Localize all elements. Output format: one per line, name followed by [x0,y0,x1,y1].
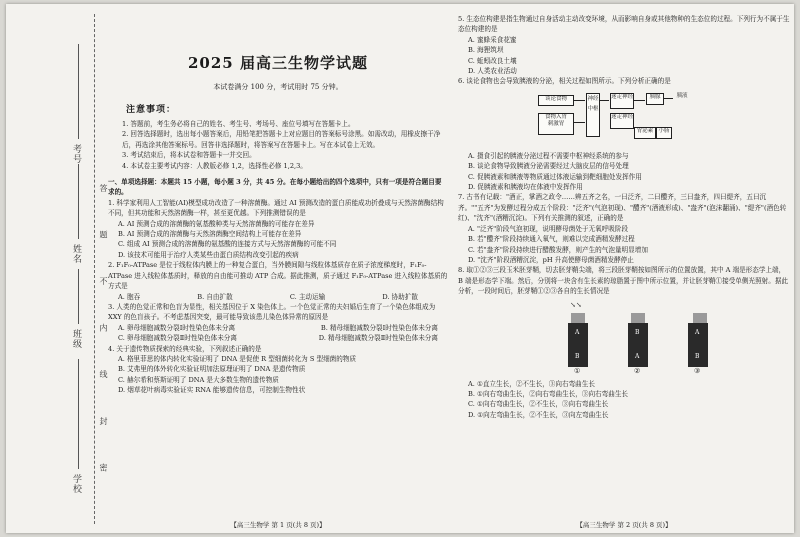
arrow-1 [573,100,585,101]
q8-stem: 8. 取①②③三段玉米胚芽鞘，切去胚芽鞘尖端，将三段胚芽鞘按如图所示的位置放置，其中 A 端是形态学上端，B 端是形态学下端。然后，分别将一块含有生长素的琼脂置于图中所示位置，并让胚芽鞘①接受单侧光照射。据此分析，一段时间后，胚芽鞘①②③各自的生长情况是 [458,266,789,296]
q4-stem: 4. 关于遗传物质探索的经典实验，下列叙述正确的是 [108,344,262,353]
coleoptile-1-label-b: B [575,352,580,360]
q8-option-c: C. ①向右弯曲生长，②不生长，③向右弯曲生长 [468,400,609,409]
q3-option-b: B. 精母细胞减数分裂Ⅰ时性染色体未分离 [320,323,438,332]
page-1-footer: 【高三生物学 第 1 页(共 8 页)】 [230,521,326,529]
box-food-stomach [538,113,574,135]
notice-4: 4. 本试卷主要考试内容：人教版必修 1,2，选择性必修 1,2,3。 [122,161,307,170]
q6-stem: 6. 谈论食物也会导致胰液的分泌，相关过程如图所示。下列分析正确的是 [458,77,671,86]
underline-xingming [78,164,79,239]
q2-option-c: C. 主动运输 [289,292,326,301]
binding-strip [6,4,108,533]
q1-option-a: A. AI 预测合成的溶菌酶的氨基酸种类与天然溶菌酶的可能存在差异 [118,219,315,228]
box-vagus-2: 迷走神经 [610,113,634,129]
coleoptile-3-label-b: B [695,352,700,360]
underline-kaohao [78,44,79,139]
q2-option-a: A. 胞吞 [118,292,141,301]
q4-option-d: D. 烟草花叶病毒实验证实 RNA 能够遗传信息，可控制生物性状 [118,386,306,395]
q7-option-d: D. "沈齐"阶段酒糟沉淀，pH 升高使酵母菌酒精发酵停止 [468,255,634,264]
q6-pathway-diagram [458,89,790,147]
q5-stem: 5. 生态位构建是指生物通过自身活动主动改变环境，从而影响自身或其他物种的生态位的过程。下列行为不属于生态位构建的是 [458,15,790,34]
q4-option-c: C. 赫尔希和蔡斯证明了 DNA 是大多数生物的遗传物质 [118,375,279,384]
page-2-footer: 【高三生物学 第 2 页(共 8 页)】 [576,521,672,529]
arrow-3 [599,100,609,101]
q6-option-d: D. 促胰液素和胰液均在体液中发挥作用 [468,183,583,192]
q6-option-b: B. 谈论食物导致胰液分泌需要经过大脑皮层的信号处理 [468,162,629,171]
arrow-4 [633,100,645,101]
page-1 [108,14,448,529]
q3-option-a: A. 卵母细胞减数分裂Ⅰ时性染色体未分离 [118,323,236,332]
exam-sheet [6,4,794,533]
q5-option-c: C. 蚯蚓改良土壤 [468,56,517,65]
box-food-stomach-line1: 食物入胃 [544,113,567,120]
q6-option-a: A. 摄食引起的胰液分泌过程不需要中枢神经系统的参与 [468,151,629,160]
q7-option-a: A. "泛齐"阶段气泡初现，说明酵母菌处于无氧呼吸阶段 [468,224,629,233]
label-xingming: 姓名 [71,244,81,264]
q2-option-d: D. 协助扩散 [382,292,418,301]
q1-stem: 1. 科学家利用人工智能(AI)模型成功改造了一种溶菌酶。通过 AI 预测改造的蛋白质能成功折叠成与天然溶菌酶结构不同，但其功能和天然溶菌酶一样，甚至更优越。下列推测错误的是 [108,198,444,218]
q8-coleoptile-figure [458,299,790,375]
label-kaohao: 考号 [71,144,81,164]
coleoptile-2-label-b: B [635,328,640,336]
label-xuexiao: 学校 [71,474,81,494]
box-pancreas: 胰腺 [646,93,664,105]
q4-option-b: B. 艾弗里的体外转化实验证明加法原理证明了 DNA 是遗传物质 [118,365,306,374]
coleoptile-3-label-a: A [695,328,700,336]
q5-option-a: A. 蜜蜂采食花蜜 [468,35,517,44]
box-vagus-1: 迷走神经 [610,93,634,109]
q7-option-c: C. 若"盎齐"阶段持续进行醋酸发酵，则产生的气泡量明显增加 [468,245,648,254]
coleoptile-2-label-a: A [635,352,640,360]
section-heading: 一、单项选择题：本题共 15 小题，每小题 3 分，共 45 分。在每小题给出的四个选项中，只有一项是符合题目要求的。 [108,178,442,197]
box-gastrin: 胃泌素 [634,127,656,139]
seal-dash-line [94,14,95,524]
page-2 [458,14,790,529]
notice-2: 2. 回答选择题时，选出每小题答案后，用铅笔把答题卡上对应题目的答案标号涂黑。如需改动，用橡皮擦干净后，再选涂其他答案标号。回答非选择题时，将答案写在答题卡上。写在本试卷上无效。 [122,130,441,149]
q2-option-b: B. 自由扩散 [197,292,233,301]
coleoptile-1-label-a: A [575,328,580,336]
q3-option-c: C. 卵母细胞减数分裂Ⅱ时性染色体未分离 [118,334,237,343]
coleoptile-2-number: ② [634,366,641,375]
light-arrow-icon: ↘↘ [570,300,582,309]
q2-stem: 2. F₁F₀-ATPase 是位于线粒体内膜上的一种复合蛋白，当外膜间隙与线粒体基质存在质子浓度梯度时，F₁F₀-ATPase 进入线粒体基质时，释放的自由能可推动 ATP 合成。据此推测，质子通过 F₁F₀-ATPase 进入线粒体基质的方式是 [108,261,448,291]
label-banji: 班级 [71,329,81,349]
q3-stem: 3. 人类的色觉正常和色盲为显性，相关基因位于 X 染色体上。一个色觉正常的夫妇婚后生育了一个染色体组成为 XXY 的色盲孩子。不考虑基因突变，最可能导致该患儿染色体异常的原因是 [108,302,436,322]
box-small-intestine: 小肠 [656,127,672,139]
underline-xuexiao [78,359,79,469]
q3-option-d: D. 精母细胞减数分裂Ⅱ时性染色体未分离 [318,334,438,343]
q8-option-a: A. ①直立生长，②不生长，③向右弯曲生长 [468,379,595,388]
coleoptile-3-number: ③ [694,366,701,375]
q1-option-b: B. AI 预测合成的溶菌酶与天然溶菌酶空间结构上可能存在差异 [118,230,302,239]
notice-3: 3. 考试结束后，将本试卷和答题卡一并交回。 [122,151,256,160]
q5-option-b: B. 海狸筑坝 [468,46,504,55]
box-nerve-center: 神经中枢 [586,93,600,137]
box-talk-food: 谈论食物 [538,95,574,106]
coleoptile-1-number: ① [574,366,581,375]
q3-options-row2 [108,333,448,343]
arrow-2 [573,122,585,123]
box-food-stomach-line2: 刺激胃 [547,120,565,127]
exam-title: 2025 届高三生物学试题 [188,54,368,72]
q6-option-c: C. 促胰液素和胰液等物质通过体液运输到靶细胞处发挥作用 [468,172,642,181]
underline-banji [78,269,79,324]
q8-option-b: B. ①向右弯曲生长，②向右弯曲生长，③向右弯曲生长 [468,389,629,398]
q4-option-a: A. 格里菲思的体内转化实验证明了 DNA 是促使 R 型细菌转化为 S 型细菌的物质 [118,354,357,363]
q1-option-c: C. 组成 AI 预测合成的溶菌酶的氨基酸的连接方式与天然溶菌酶的可能不同 [118,240,337,249]
q2-options [108,292,448,302]
label-pancreatic-juice: 胰液 [676,92,688,99]
q7-option-b: B. 若"醴齐"阶段持续通入氧气，则难以完成酒精发酵过程 [468,235,635,244]
seal-text: 答 题 不 内 线 封 密 [99,184,108,490]
notice-heading: 注意事项： [126,105,177,115]
q7-stem: 7. 古书有记载："酒正，掌酒之政令……辨五齐之名，一曰泛齐，二曰醴齐，三曰盎齐，四曰缇齐，五曰沉齐。""五齐"为发酵过程分成五个阶段："泛齐"(气泡初现)、"醴齐"(酒液形成)、"盎齐"(泡沫翻涌)、"缇齐"(酒色转红)、"沈齐"(酒糟沉淀)。下列有关推测的叙述，正确的是 [458,193,787,223]
arrow-5 [663,98,673,99]
q8-option-d: D. ①向左弯曲生长，②不生长，③向左弯曲生长 [468,410,609,419]
q5-option-d: D. 人类农业活动 [468,67,517,76]
q3-options-row1 [108,323,448,333]
score-note: 本试卷满分 100 分，考试用时 75 分钟。 [213,83,343,91]
q1-option-d: D. 该技术可能用于治疗人类某些由蛋白质结构改变引起的疾病 [118,250,299,259]
notice-1: 1. 答题前，考生务必将自己的姓名、考生号、考场号、座位号填写在答题卡上。 [122,120,355,128]
